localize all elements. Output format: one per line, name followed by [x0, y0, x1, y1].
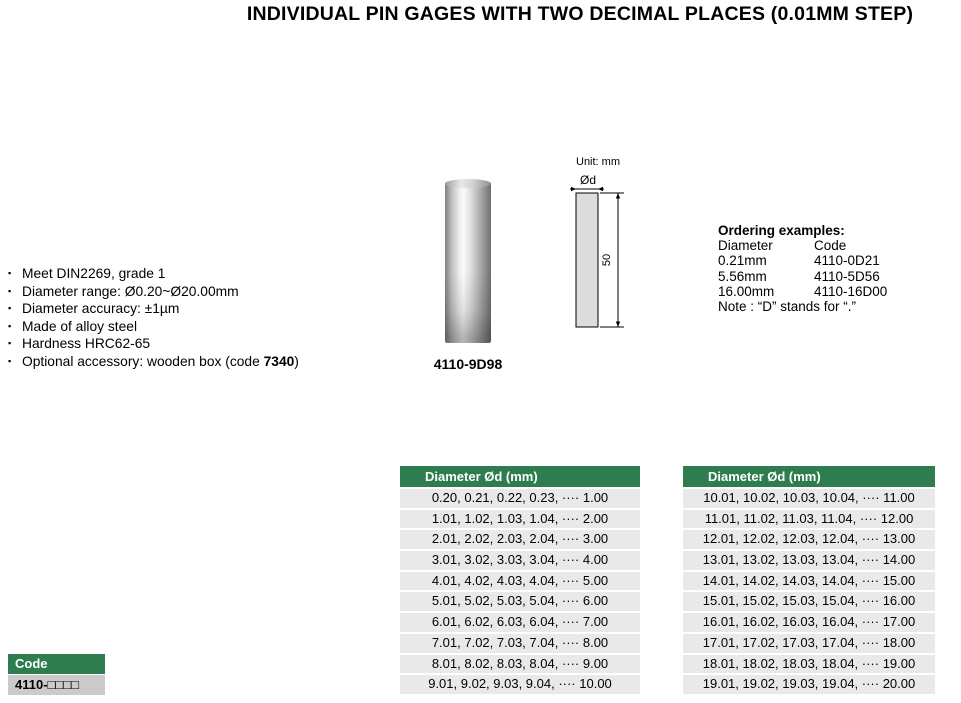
ordering-col-code: Code	[814, 238, 847, 254]
code-box	[8, 654, 105, 695]
table-row: 11.01, 11.02, 11.03, 11.04, ···· 12.00	[683, 510, 935, 529]
diameter-table-left	[400, 466, 640, 694]
diameter-dimension-label: Ød	[580, 173, 597, 187]
arrow-icon	[616, 322, 620, 328]
ordering-header-row	[718, 238, 958, 253]
table-row: 10.01, 10.02, 10.03, 10.04, ···· 11.00	[683, 489, 935, 508]
feature-item	[8, 335, 299, 353]
ordering-diameter: 0.21mm	[718, 253, 767, 269]
table-row: 18.01, 18.02, 18.03, 18.04, ···· 19.00	[683, 655, 935, 674]
table-row: 12.01, 12.02, 12.03, 12.04, ···· 13.00	[683, 530, 935, 549]
ordering-examples	[718, 223, 958, 314]
table-row: 13.01, 13.02, 13.03, 13.04, ···· 14.00	[683, 551, 935, 570]
code-label: Code	[8, 654, 105, 674]
pin-shading	[445, 183, 491, 343]
unit-label: Unit: mm	[576, 156, 620, 168]
ordering-title: Ordering examples:	[718, 223, 845, 238]
feature-text: Hardness HRC62-65	[22, 336, 151, 352]
technical-drawing	[570, 152, 650, 342]
table-row: 6.01, 6.02, 6.03, 6.04, ···· 7.00	[400, 613, 640, 632]
model-number-label: 4110-9D98	[433, 356, 503, 372]
ordering-code: 4110-0D21	[814, 253, 880, 269]
diameter-table-right	[683, 466, 935, 694]
page-title: INDIVIDUAL PIN GAGES WITH TWO DECIMAL PLACES (0.01MM STEP)	[246, 3, 914, 25]
table-row: 14.01, 14.02, 14.03, 14.04, ···· 15.00	[683, 572, 935, 591]
ordering-code: 4110-5D56	[814, 268, 880, 284]
bullet-icon: ▪	[8, 303, 12, 314]
features-list	[8, 265, 299, 371]
ordering-row	[718, 284, 958, 299]
feature-item	[8, 300, 299, 318]
bullet-icon: ▪	[8, 338, 12, 349]
table-row: 5.01, 5.02, 5.03, 5.04, ···· 6.00	[400, 592, 640, 611]
feature-text: Optional accessory: wooden box (code 7340)	[22, 353, 299, 369]
height-dimension-label: 50	[601, 253, 613, 267]
ordering-row	[718, 253, 958, 268]
pin-top-face	[445, 179, 491, 188]
feature-text: Meet DIN2269, grade 1	[22, 266, 166, 281]
table-row: 2.01, 2.02, 2.03, 2.04, ···· 3.00	[400, 530, 640, 549]
table-row: 7.01, 7.02, 7.03, 7.04, ···· 8.00	[400, 634, 640, 653]
code-value: 4110-□□□□	[8, 675, 105, 695]
ordering-row	[718, 269, 958, 284]
table-row: 8.01, 8.02, 8.03, 8.04, ···· 9.00	[400, 655, 640, 674]
table-row: 16.01, 16.02, 16.03, 16.04, ···· 17.00	[683, 613, 935, 632]
table-row: 15.01, 15.02, 15.03, 15.04, ···· 16.00	[683, 592, 935, 611]
ordering-col-diameter: Diameter	[718, 238, 773, 254]
table-row: 19.01, 19.02, 19.03, 19.04, ···· 20.00	[683, 675, 935, 694]
table-row: 1.01, 1.02, 1.03, 1.04, ···· 2.00	[400, 510, 640, 529]
feature-item	[8, 265, 299, 283]
pin-gage-image	[445, 179, 491, 344]
bullet-icon: ▪	[8, 355, 12, 366]
ordering-code: 4110-16D00	[814, 283, 888, 299]
ordering-diameter: 5.56mm	[718, 268, 767, 284]
table-row: 3.01, 3.02, 3.03, 3.04, ···· 4.00	[400, 551, 640, 570]
bullet-icon: ▪	[8, 268, 12, 278]
feature-item	[8, 353, 299, 371]
feature-text: Diameter range: Ø0.20~Ø20.00mm	[22, 283, 239, 299]
ordering-diameter: 16.00mm	[718, 283, 775, 299]
feature-text: Made of alloy steel	[22, 318, 138, 334]
table-header: Diameter Ød (mm)	[400, 466, 640, 487]
arrow-icon	[571, 187, 576, 191]
table-header: Diameter Ød (mm)	[683, 466, 935, 487]
table-row: 17.01, 17.02, 17.03, 17.04, ···· 18.00	[683, 634, 935, 653]
bullet-icon: ▪	[8, 285, 12, 296]
arrow-icon	[598, 187, 603, 191]
arrow-icon	[616, 193, 620, 199]
table-row: 9.01, 9.02, 9.03, 9.04, ···· 10.00	[400, 675, 640, 694]
feature-item	[8, 318, 299, 336]
feature-text: Diameter accuracy: ±1µm	[22, 301, 180, 317]
bullet-icon: ▪	[8, 320, 12, 331]
ordering-note: Note : “D” stands for “.”	[718, 299, 857, 315]
pin-outline-rect	[576, 193, 598, 327]
table-row: 0.20, 0.21, 0.22, 0.23, ···· 1.00	[400, 489, 640, 508]
feature-item	[8, 283, 299, 301]
table-row: 4.01, 4.02, 4.03, 4.04, ···· 5.00	[400, 572, 640, 591]
